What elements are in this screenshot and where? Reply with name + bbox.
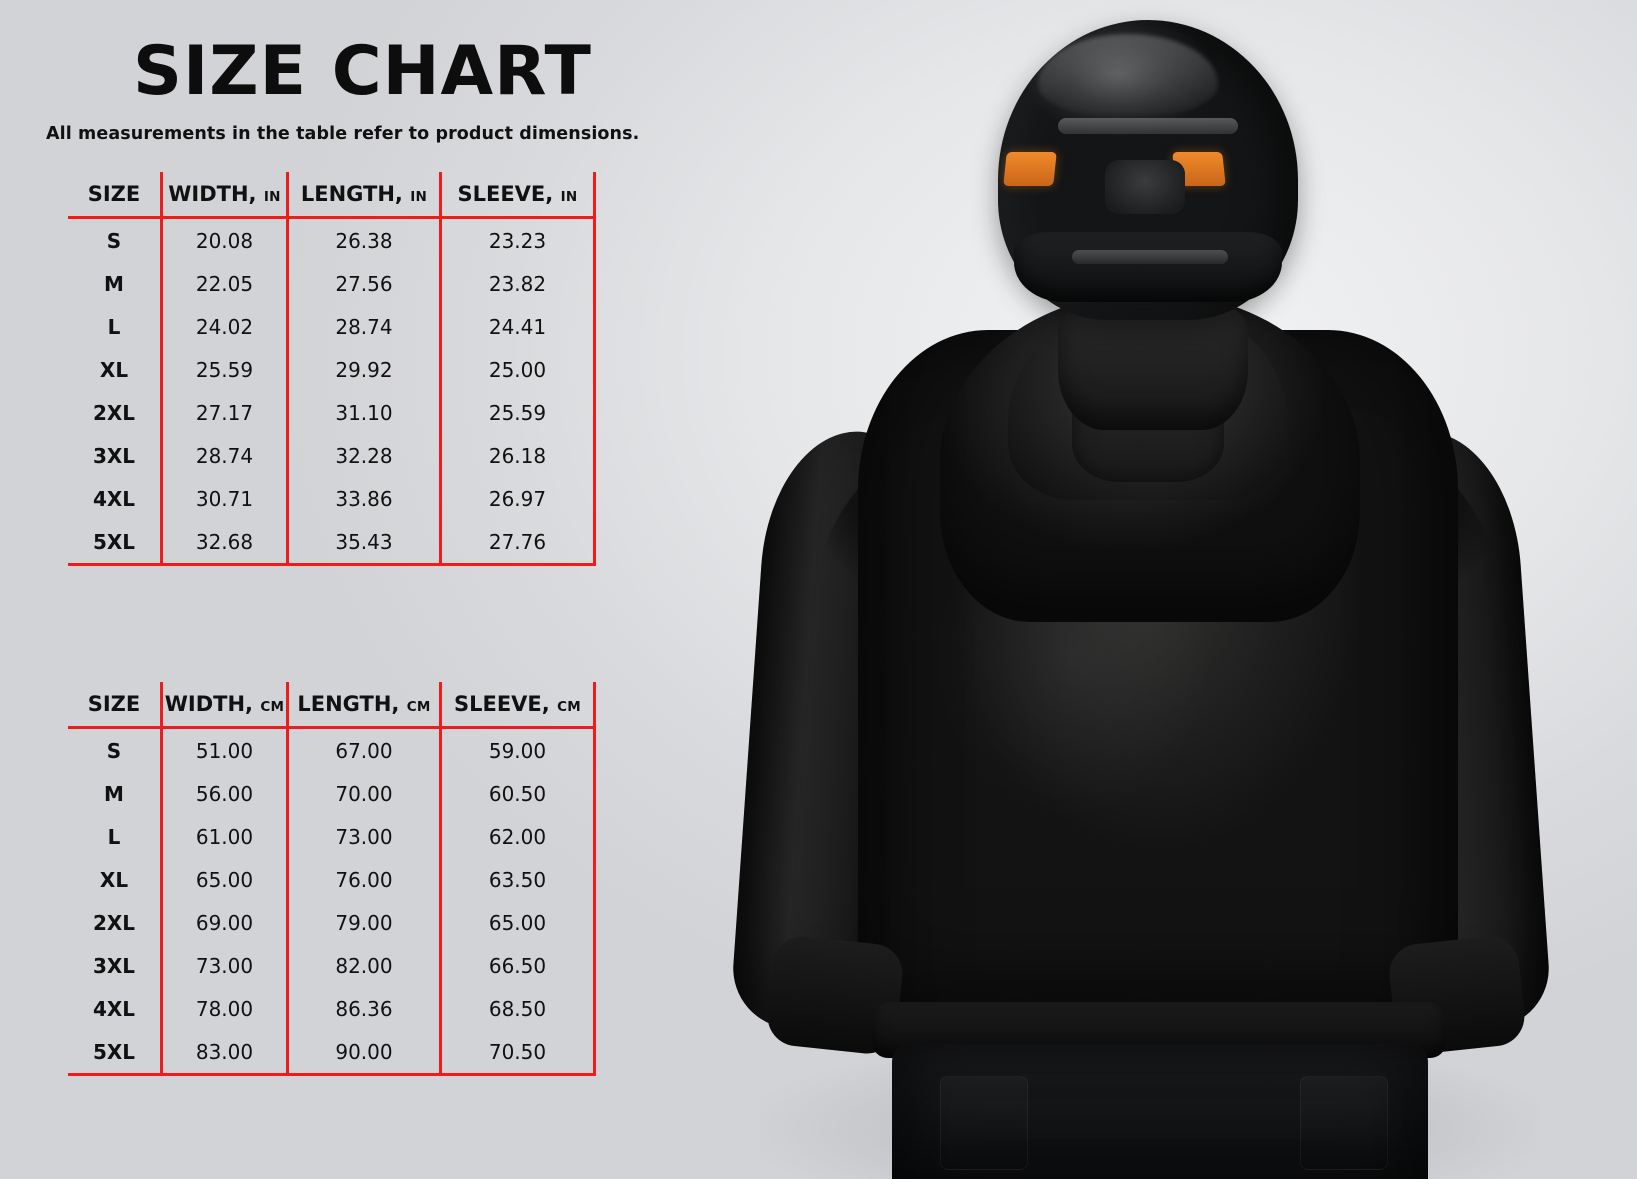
table-row [68,987,595,1030]
table-row [68,391,595,434]
cell-width: 32.68 [162,520,288,565]
column-header-length-unit: CM [406,699,431,715]
cell-width: 83.00 [162,1030,288,1075]
cell-length: 70.00 [288,772,441,815]
column-header-sleeve-label: SLEEVE, [457,182,554,206]
helmet-badge [1105,160,1185,214]
cell-width: 65.00 [162,858,288,901]
cell-sleeve: 68.50 [441,987,595,1030]
cell-length: 31.10 [288,391,441,434]
cell-width: 61.00 [162,815,288,858]
cell-length: 90.00 [288,1030,441,1075]
cell-width: 30.71 [162,477,288,520]
cell-width: 56.00 [162,772,288,815]
table-row [68,477,595,520]
cell-size: L [107,314,121,339]
column-header-length [288,682,441,728]
pants-pocket-left [940,1076,1028,1170]
column-header-size [68,682,162,728]
cell-length: 26.38 [288,218,441,263]
cell-sleeve: 27.76 [441,520,595,565]
cell-size: 3XL [92,443,136,468]
column-header-width [162,172,288,218]
cell-size: S [106,738,122,763]
cell-length: 32.28 [288,434,441,477]
cell-length: 28.74 [288,305,441,348]
table-row [68,218,595,263]
cell-sleeve: 25.00 [441,348,595,391]
cell-size: 5XL [68,520,162,565]
column-header-sleeve-unit: CM [557,699,582,715]
helmet-base-bar [1072,250,1228,264]
cell-size: 4XL [92,996,136,1021]
cell-length: 29.92 [288,348,441,391]
cell-width: 24.02 [162,305,288,348]
cell-sleeve: 62.00 [441,815,595,858]
column-header-sleeve-label: SLEEVE, [453,692,550,716]
cell-width: 25.59 [162,348,288,391]
pants-pocket-right [1300,1076,1388,1170]
column-header-sleeve [441,682,595,728]
cell-size: L [107,824,121,849]
cell-width: 28.74 [162,434,288,477]
cell-length: 35.43 [288,520,441,565]
table-row [68,262,595,305]
column-header-size-label: SIZE [87,692,141,716]
cell-size: 2XL [92,400,136,425]
cell-width: 78.00 [162,987,288,1030]
cell-length: 67.00 [288,728,441,773]
table-row [68,772,595,815]
table-row [68,944,595,987]
table-header-row [68,172,595,218]
cell-sleeve: 23.82 [441,262,595,305]
cell-sleeve: 25.59 [441,391,595,434]
table-row [68,305,595,348]
cell-width: 27.17 [162,391,288,434]
cell-sleeve: 59.00 [441,728,595,773]
size-table-centimeters [68,682,596,1076]
cell-width: 73.00 [162,944,288,987]
column-header-sleeve-unit: IN [560,189,578,205]
column-header-length-label: LENGTH, [297,692,400,716]
size-chart-panel [0,0,660,1179]
cell-width: 69.00 [162,901,288,944]
cell-width: 20.08 [162,218,288,263]
cell-sleeve: 66.50 [441,944,595,987]
cell-width: 22.05 [162,262,288,305]
cell-length: 82.00 [288,944,441,987]
cell-length: 86.36 [288,987,441,1030]
page-subtitle: All measurements in the table refer to product dimensions. [46,124,640,144]
table-row [68,348,595,391]
table-row [68,1030,595,1075]
cell-sleeve: 26.18 [441,434,595,477]
cell-width: 51.00 [162,728,288,773]
cell-size: M [104,271,124,296]
column-header-width-unit: IN [263,189,281,205]
cell-length: 76.00 [288,858,441,901]
table-row [68,901,595,944]
table-row [68,520,595,565]
cell-sleeve: 60.50 [441,772,595,815]
column-header-size [68,172,162,218]
helmet-vent-left [1003,152,1057,186]
cell-size: 3XL [92,953,136,978]
cell-size: 4XL [92,486,136,511]
column-header-length-unit: IN [410,189,428,205]
column-header-width-label: WIDTH, [164,692,254,716]
cell-size: XL [99,867,129,892]
cell-sleeve: 23.23 [441,218,595,263]
cell-length: 27.56 [288,262,441,305]
cell-sleeve: 63.50 [441,858,595,901]
cell-size: 2XL [92,910,136,935]
table-row [68,815,595,858]
cell-length: 73.00 [288,815,441,858]
cell-sleeve: 26.97 [441,477,595,520]
column-header-width [162,682,288,728]
table-row [68,858,595,901]
column-header-length-label: LENGTH, [300,182,403,206]
cell-size: XL [99,357,129,382]
column-header-width-label: WIDTH, [168,182,257,206]
cell-length: 33.86 [288,477,441,520]
cell-sleeve: 65.00 [441,901,595,944]
cell-sleeve: 24.41 [441,305,595,348]
table-header-row [68,682,595,728]
column-header-width-unit: CM [260,699,285,715]
table-row [68,434,595,477]
table-row [68,728,595,773]
column-header-sleeve [441,172,595,218]
column-header-size-label: SIZE [87,182,141,206]
size-table-inches [68,172,596,566]
cell-length: 79.00 [288,901,441,944]
column-header-length [288,172,441,218]
helmet-rear-strip [1058,118,1238,134]
cell-size: S [106,228,122,253]
product-photo [640,0,1637,1179]
page-title: SIZE CHART [133,32,592,111]
cell-size: M [104,781,124,806]
helmet-base [1014,232,1282,302]
cell-size: 5XL [68,1030,162,1075]
cell-sleeve: 70.50 [441,1030,595,1075]
